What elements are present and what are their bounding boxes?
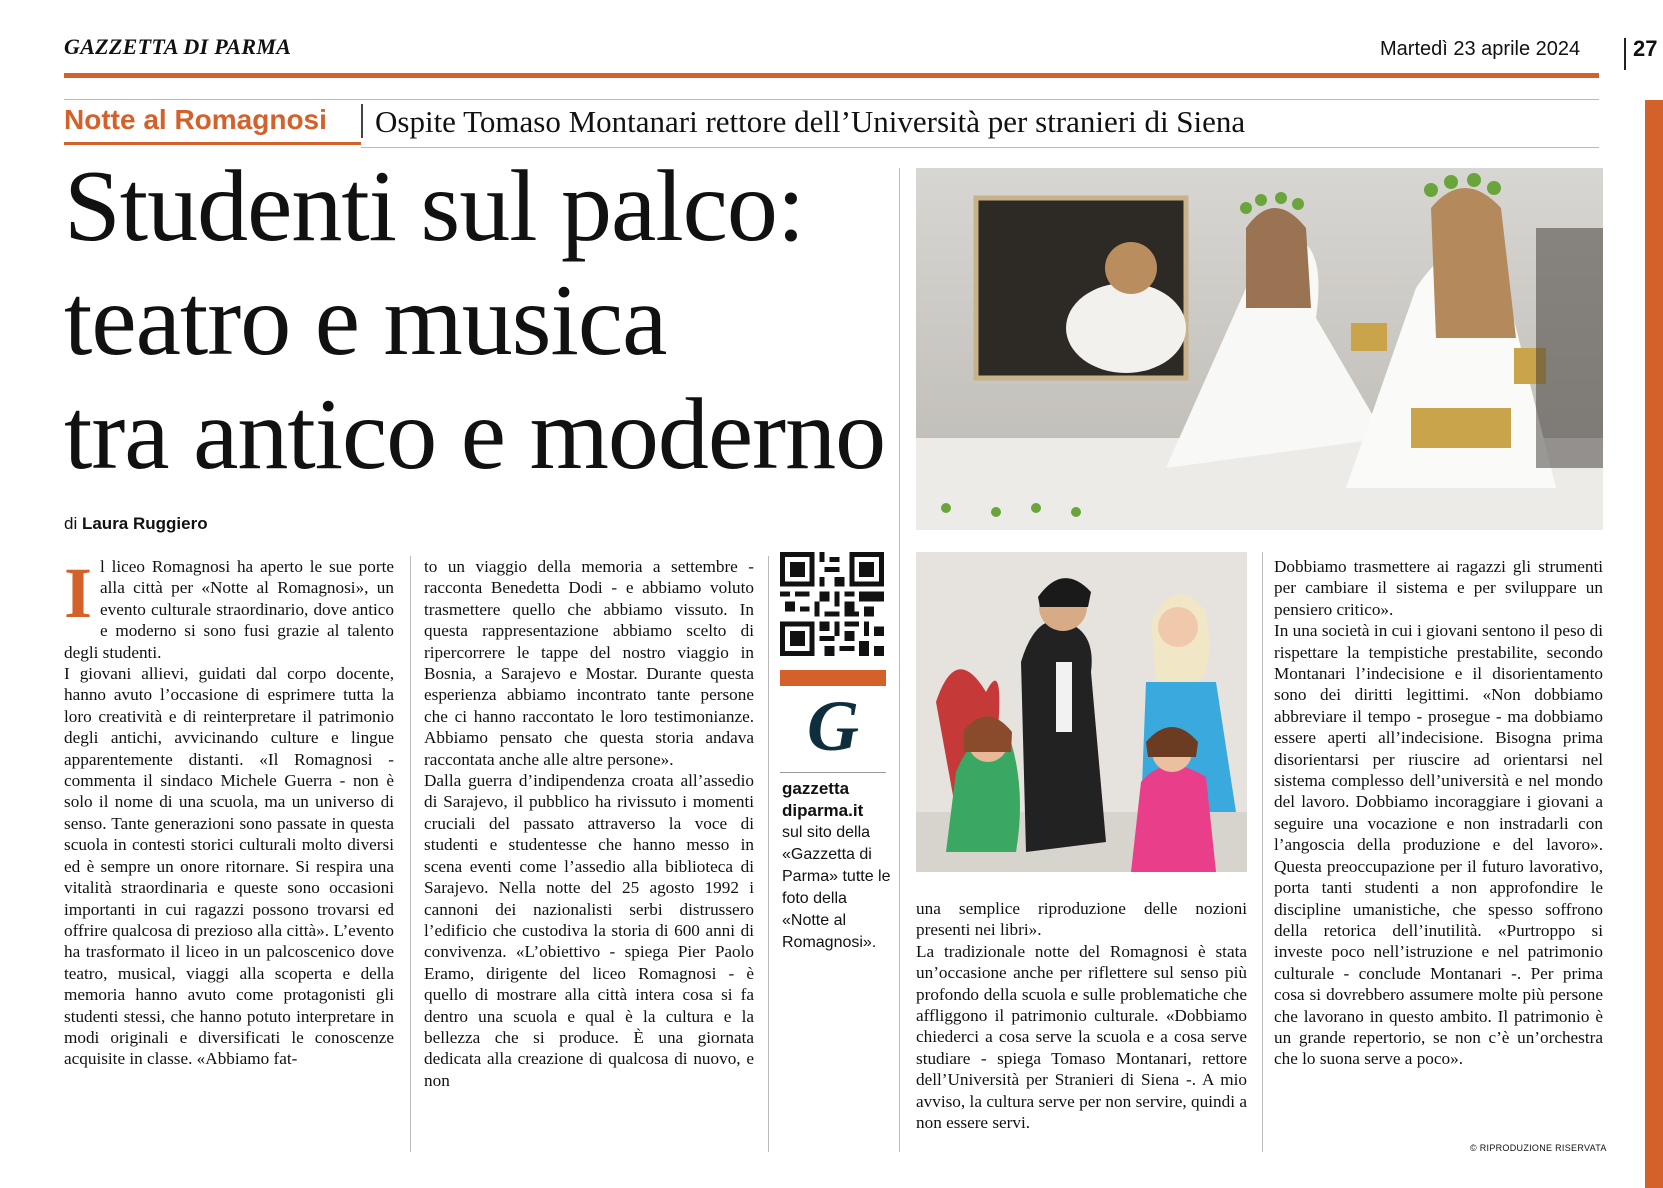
sidebar-title-line-1: gazzetta	[782, 779, 850, 798]
gazzetta-g-logo: G	[807, 686, 859, 766]
subhead-rule	[361, 147, 1599, 148]
subheadline: Ospite Tomaso Montanari rettore dell’Università per stranieri di Siena	[375, 104, 1246, 139]
column-divider	[1262, 552, 1263, 1152]
photo-students-costumes	[916, 552, 1247, 872]
byline	[64, 514, 208, 534]
sidebar-title-line-2: diparma.it	[782, 801, 864, 820]
drop-cap: I	[64, 553, 93, 633]
byline-author: Laura Ruggiero	[81, 514, 208, 533]
column-divider	[410, 556, 411, 1152]
column-divider	[899, 168, 900, 1152]
kicker-top-rule	[64, 99, 1599, 100]
col2-paragraph-2: Dalla guerra d’indipendenza croata all’assedio di Sarajevo, il pubblico ha rivissuto i momenti cruciali del passato attraverso la voce di studenti e studentesse che hanno messo in scena eventi come l’assedio alla biblioteca di Sarajevo. Nella notte del 25 agosto 1992 i cannoni dei nazionalisti serbi distrussero l’edificio che custodiva la storia di 600 anni di convivenza. «L’obiettivo - spiega Pier Paolo Eramo, dirigente del liceo Romagnosi - è quello di mostrare alla città intera cosa si fa dentro una scuola e qual è la cultura e la bellezza che si produce. È una giornata dedicata alla creazione di qualcosa di nuovo, e non	[424, 771, 754, 1090]
byline-prefix: di	[64, 514, 78, 533]
section-kicker: Notte al Romagnosi	[64, 104, 327, 135]
qr-code-image[interactable]	[780, 552, 884, 656]
kicker-separator	[361, 104, 363, 138]
issue-date: Martedì 23 aprile 2024	[1380, 38, 1581, 60]
col1-paragraph-1: l liceo Romagnosi ha aperto le sue porte alla città per «Notte al Romagnosi», un evento culturale straordinario, dove antico e moderno si sono fusi grazie al talento degli studenti.	[64, 557, 394, 662]
headline-line-3: tra antico e moderno	[64, 378, 886, 491]
copyright-notice: © RIPRODUZIONE RISERVATA	[1470, 1143, 1607, 1153]
kicker-underline	[64, 142, 361, 145]
col3-paragraph-2: La tradizionale notte del Romagnosi è stata un’occasione anche per riflettere sul senso più profondo della scuola e sulle problematiche che affliggono il patrimonio culturale. «Dobbiamo chiederci a cosa serve la scuola e a cosa serve studiare - spiega Tomaso Montanari, rettore dell’Università per Stranieri di Siena -. A mio avviso, la cultura serve per non servire, quindi a non essere servi.	[916, 941, 1247, 1133]
page-number-divider	[1624, 38, 1626, 70]
col3-paragraph-1: una semplice riproduzione delle nozioni presenti nei libri».	[916, 899, 1247, 940]
masthead-logo: GAZZETTA DI PARMA	[64, 34, 292, 59]
page-edge-accent	[1645, 100, 1663, 1188]
headline-line-1: Studenti sul palco:	[64, 150, 805, 263]
photo-students-togas	[916, 168, 1603, 530]
headline-line-2: teatro e musica	[64, 264, 667, 377]
sidebar-rule	[780, 772, 886, 773]
article-column-1	[64, 553, 394, 1070]
column-divider	[768, 556, 769, 1152]
header-rule	[64, 73, 1599, 78]
col1-paragraph-2: I giovani allievi, guidati dal corpo docente, hanno avuto l’occasione di esprimere tutta la loro creatività e di reinterpretare il patrimonio degli antichi, avvicinando culture e lingue apparentemente distanti. «Il Romagnosi - commenta il sindaco Michele Guerra - non è solo il nome di una scuola, ma un universo di senso. Tante generazioni sono passate in questa scuola in contesti storici culturali molto diversi ed è sempre un onore ritornare. Si respira una vitalità straordinaria e queste sono occasioni importanti in cui ragazzi possono trovarsi ed offrire qualcosa di prezioso alla città». L’evento ha trasformato il liceo in un palcoscenico dove teatro, musical, viaggi alla scoperta e della memoria hanno avuto come protagonisti gli studenti stessi, che hanno potuto interpretare in modi originali e diversificati le conoscenze acquisite in classe. «Abbiamo fat-	[64, 664, 394, 1069]
sidebar-website-link[interactable]	[782, 778, 863, 822]
col4-paragraph-1: Dobbiamo trasmettere ai ragazzi gli strumenti per cambiare il sistema e per sviluppare un pensiero critico».	[1274, 557, 1603, 619]
sidebar-text: sul sito della «Gazzetta di Parma» tutte le foto della «Notte al Romagnosi».	[782, 824, 891, 951]
article-column-2	[424, 556, 754, 1091]
article-column-3	[916, 898, 1247, 1133]
col4-paragraph-2: In una società in cui i giovani sentono il peso di rispettare la tempistiche prestabilite, secondo Montanari l’indecisione e il disorientamento sono dei diritti legittimi. «Non dobbiamo abbreviare il tempo - prosegue - ma dobbiamo essere aperti all’indecisione. Bisogna prima disorientarsi per riuscire ad orientarsi nel sistema complesso dell’università e nel mondo del lavoro. Dobbiamo incoraggiare i giovani a seguire una vocazione e non instradarli con l’angoscia della produzione e del lavoro». Questa preoccupazione per il futuro lavorativo, porta tanti studenti a non approfondire le discipline umanistiche, che spesso soffrono della retorica dell’inutilità. «Purtroppo si investe poco nell’istruzione e nel patrimonio culturale - conclude Montanari -. Per prima cosa si dovrebbero assumere molte più persone che lavorano in questo ambito. Il patrimonio è un grande repertorio, se non c’è un’orchestra che lo suona serve a poco».	[1274, 621, 1603, 1069]
article-column-4	[1274, 556, 1603, 1070]
headline	[64, 150, 885, 492]
page-number: 27	[1633, 36, 1658, 61]
col2-paragraph-1: to un viaggio della memoria a settembre - racconta Benedetta Dodi - e abbiamo voluto trasmettere quello che abbiamo vissuto. In questa rappresentazione abbiamo scelto di ripercorrere le tappe del nostro viaggio in Bosnia, a Sarajevo e Mostar. Durante questa esperienza abbiamo incontrato tante persone che ci hanno raccontato le loro testimonianze. Abbiamo pensato che questa storia andava raccontata anche alle altre persone».	[424, 557, 754, 769]
